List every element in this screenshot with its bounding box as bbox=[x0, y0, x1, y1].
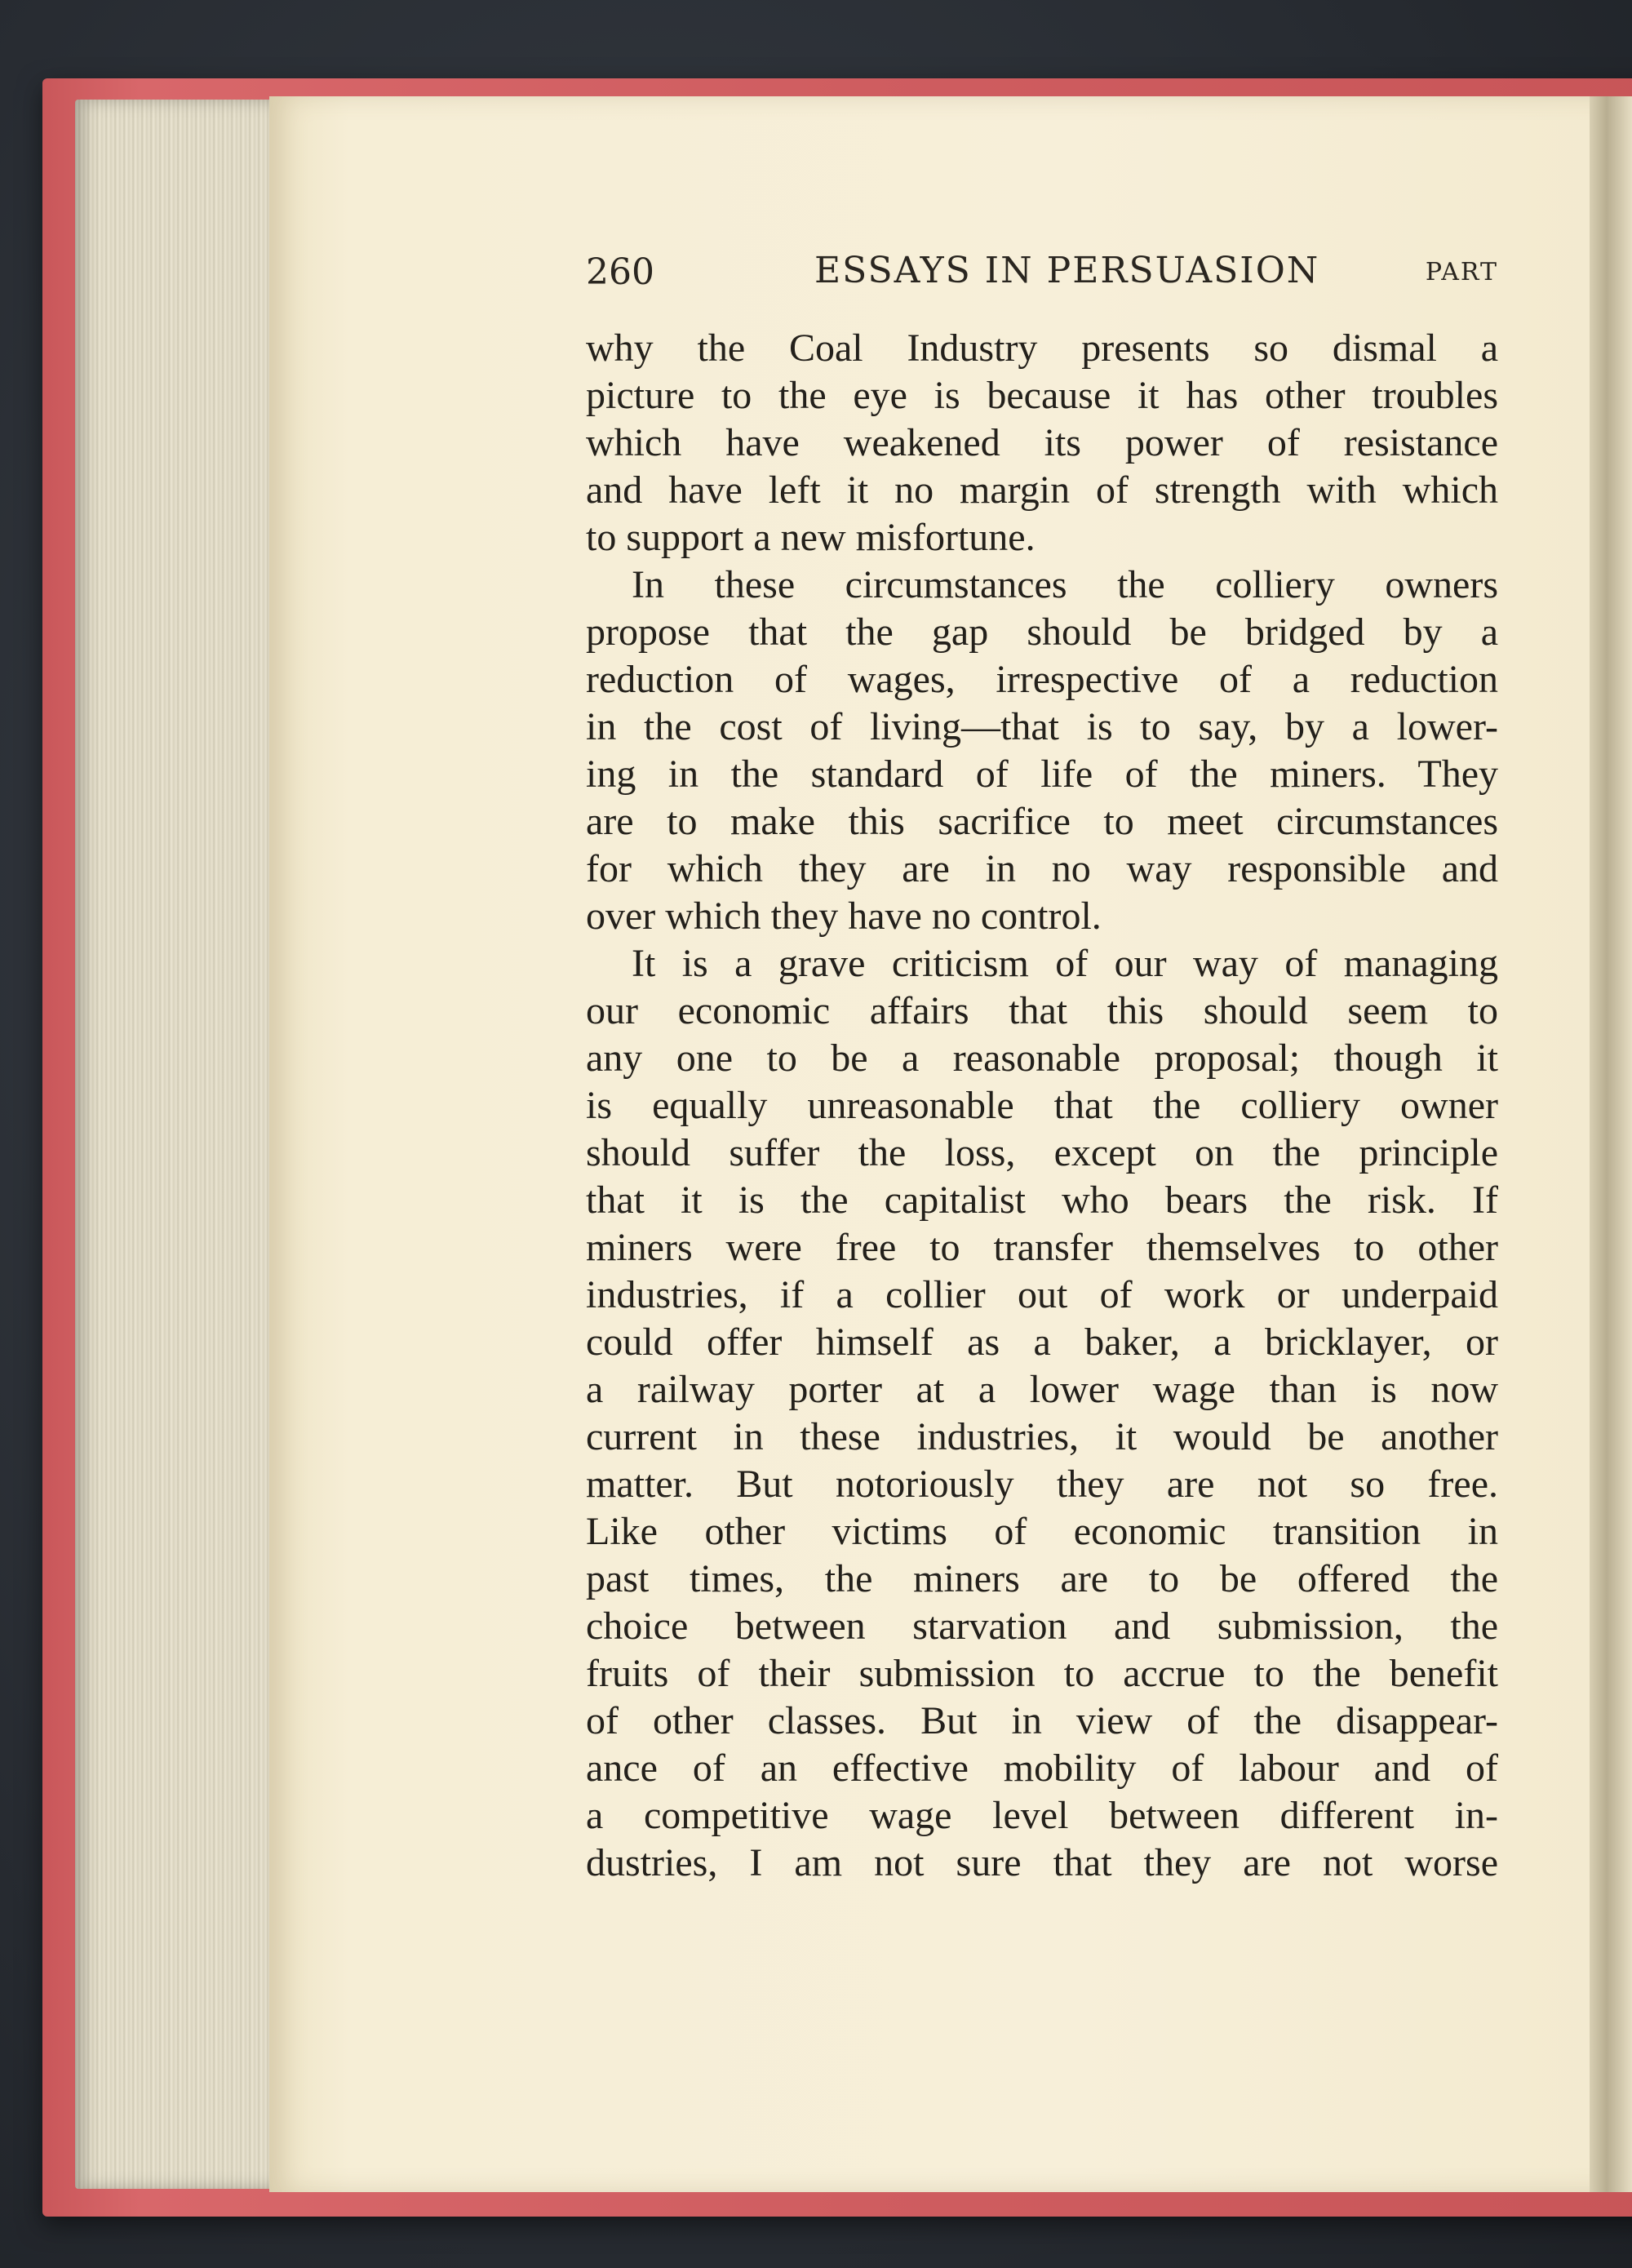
text-line: are to make this sacrifice to meet circumstances bbox=[586, 800, 1498, 843]
text-line: why the Coal Industry presents so dismal a bbox=[586, 326, 1498, 370]
text-line: in the cost of living—that is to say, by a lower- bbox=[586, 705, 1498, 748]
text-line: dustries, I am not sure that they are not worse bbox=[586, 1841, 1498, 1884]
text-line: of other classes. But in view of the disappear- bbox=[586, 1699, 1498, 1742]
text-line: picture to the eye is because it has other troubles bbox=[586, 374, 1498, 417]
text-line: should suffer the loss, except on the principle bbox=[586, 1131, 1498, 1174]
text-line: industries, if a collier out of work or underpaid bbox=[586, 1273, 1498, 1316]
text-line: and have left it no margin of strength with which bbox=[586, 468, 1498, 512]
text-line: a competitive wage level between different in- bbox=[586, 1794, 1498, 1837]
text-line: which have weakened its power of resistance bbox=[586, 421, 1498, 464]
page-number: 260 bbox=[586, 251, 654, 293]
text-line: to support a new misfortune. bbox=[586, 516, 1036, 559]
part-label: PART bbox=[1425, 258, 1498, 286]
text-line: a railway porter at a lower wage than is now bbox=[586, 1368, 1498, 1411]
text-line: current in these industries, it would be another bbox=[586, 1415, 1498, 1458]
text-line: for which they are in no way responsible and bbox=[586, 847, 1498, 890]
page-gutter bbox=[1590, 96, 1632, 2192]
running-title: ESSAYS IN PERSUASION bbox=[814, 250, 1320, 291]
text-line: that it is the capitalist who bears the risk. If bbox=[586, 1178, 1498, 1222]
text-line: In these circumstances the colliery owners bbox=[632, 563, 1498, 606]
text-line: over which they have no control. bbox=[586, 894, 1102, 938]
text-line: matter. But notoriously they are not so free. bbox=[586, 1462, 1498, 1506]
text-line: miners were free to transfer themselves to other bbox=[586, 1226, 1498, 1269]
text-line: any one to be a reasonable proposal; though it bbox=[586, 1036, 1498, 1080]
text-line: fruits of their submission to accrue to the benefit bbox=[586, 1652, 1498, 1695]
text-line: choice between starvation and submission, the bbox=[586, 1604, 1498, 1648]
text-line: ing in the standard of life of the miners. They bbox=[586, 752, 1498, 796]
text-line: propose that the gap should be bridged by a bbox=[586, 610, 1498, 654]
text-line: Like other victims of economic transition in bbox=[586, 1510, 1498, 1553]
text-line: ance of an effective mobility of labour and of bbox=[586, 1746, 1498, 1790]
text-line: reduction of wages, irrespective of a reduction bbox=[586, 658, 1498, 701]
body-text bbox=[586, 325, 1498, 1887]
text-line: past times, the miners are to be offered the bbox=[586, 1557, 1498, 1600]
running-header bbox=[586, 250, 1498, 299]
text-line: is equally unreasonable that the colliery owner bbox=[586, 1084, 1498, 1127]
text-line: could offer himself as a baker, a bricklayer, or bbox=[586, 1320, 1498, 1364]
text-line: It is a grave criticism of our way of managing bbox=[632, 942, 1498, 985]
text-line: our economic affairs that this should seem to bbox=[586, 989, 1498, 1032]
